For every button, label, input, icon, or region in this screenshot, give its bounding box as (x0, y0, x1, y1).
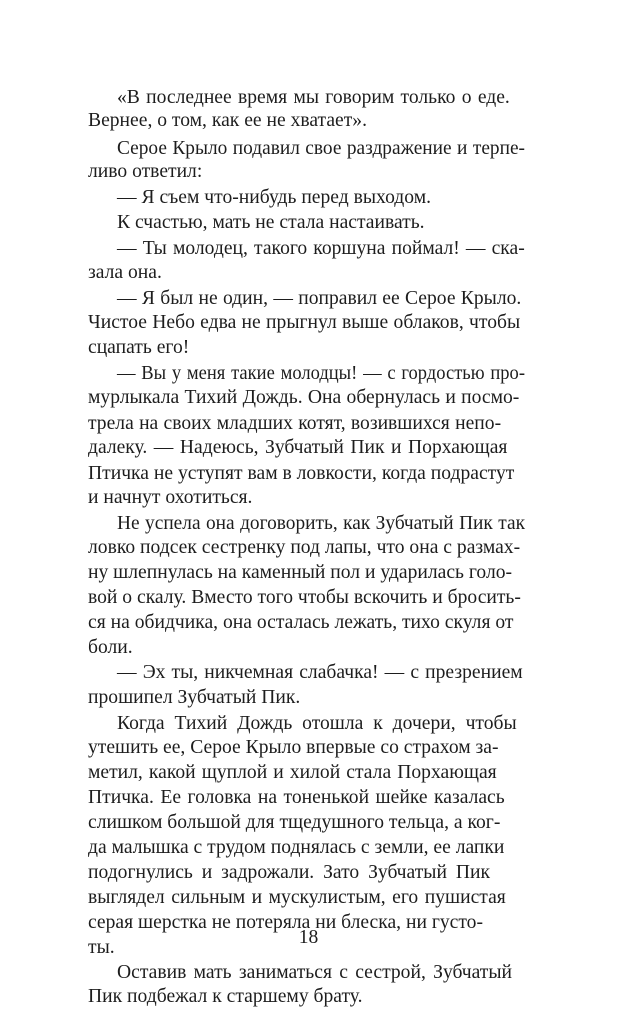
text-line: Серое Крыло подавил свое раздражение и терпе- (117, 138, 525, 159)
text-line: — Вы у меня такие молодцы! — с гордостью про- (117, 363, 525, 384)
text-line: и начнут охотиться. (88, 487, 253, 508)
text-line: далеку. — Надеюсь, Зубчатый Пик и Порхающая (88, 437, 508, 458)
text-line: «В последнее время мы говорим только о еде. (117, 87, 510, 108)
text-line: вой о скалу. Вместо того чтобы вскочить и бросить- (88, 587, 521, 608)
text-line: зала она. (88, 262, 162, 283)
text-line: ся на обидчика, она осталась лежать, тихо скуля от (88, 612, 514, 633)
text-line: выглядел сильным и мускулистым, его пушистая (88, 887, 506, 908)
text-line: мурлыкала Тихий Дождь. Она обернулась и посмо- (88, 387, 520, 408)
text-line: Оставив мать заниматься с сестрой, Зубчатый (117, 962, 512, 983)
text-line: — Эх ты, никчемная слабачка! — с презрением (117, 662, 523, 683)
text-line: — Я был не один, — поправил ее Серое Крыло. (117, 288, 522, 309)
text-line: слишком большой для тщедушного тельца, а ког- (88, 812, 501, 833)
text-line: серая шерстка не потеряла ни блеска, ни густо- (88, 912, 483, 933)
text-line: — Я съем что-нибудь перед выходом. (117, 187, 431, 208)
text-line: ну шлепнулась на каменный пол и ударилась голо- (88, 562, 513, 583)
text-line: трела на своих младших котят, возившихся непо- (88, 413, 502, 434)
text-line: ловко подсек сестренку под лапы, что она с размах- (88, 537, 521, 558)
text-line: ты. (88, 937, 115, 958)
text-line: Вернее, о том, как ее не хватает». (88, 110, 367, 131)
text-line: Чистое Небо едва не прыгнул выше облаков, чтобы (88, 312, 521, 333)
text-line: метил, какой щуплой и хилой стала Порхающая (88, 762, 497, 783)
text-line: Пик подбежал к старшему брату. (88, 986, 363, 1007)
text-line: ливо ответил: (88, 161, 203, 182)
text-line: сцапать его! (88, 337, 190, 358)
text-line: — Ты молодец, такого коршуна поймал! — ска- (117, 238, 525, 259)
text-line: Когда Тихий Дождь отошла к дочери, чтобы (117, 713, 517, 734)
text-line: К счастью, мать не стала настаивать. (117, 212, 425, 233)
text-line: подогнулись и задрожали. Зато Зубчатый Пик (88, 862, 490, 883)
text-line: Птичка. Ее головка на тоненькой шейке казалась (88, 787, 505, 808)
text-line: прошипел Зубчатый Пик. (88, 687, 301, 708)
text-line: боли. (88, 637, 133, 658)
text-line: да малышка с трудом поднялась с земли, ее лапки (88, 837, 505, 858)
text-line: Не успела она договорить, как Зубчатый Пик так (117, 513, 525, 534)
text-line: утешить ее, Серое Крыло впервые со страхом за- (88, 737, 499, 758)
text-line: Птичка не уступят вам в ловкости, когда подрастут (88, 463, 515, 484)
page-number: 18 (298, 927, 319, 948)
